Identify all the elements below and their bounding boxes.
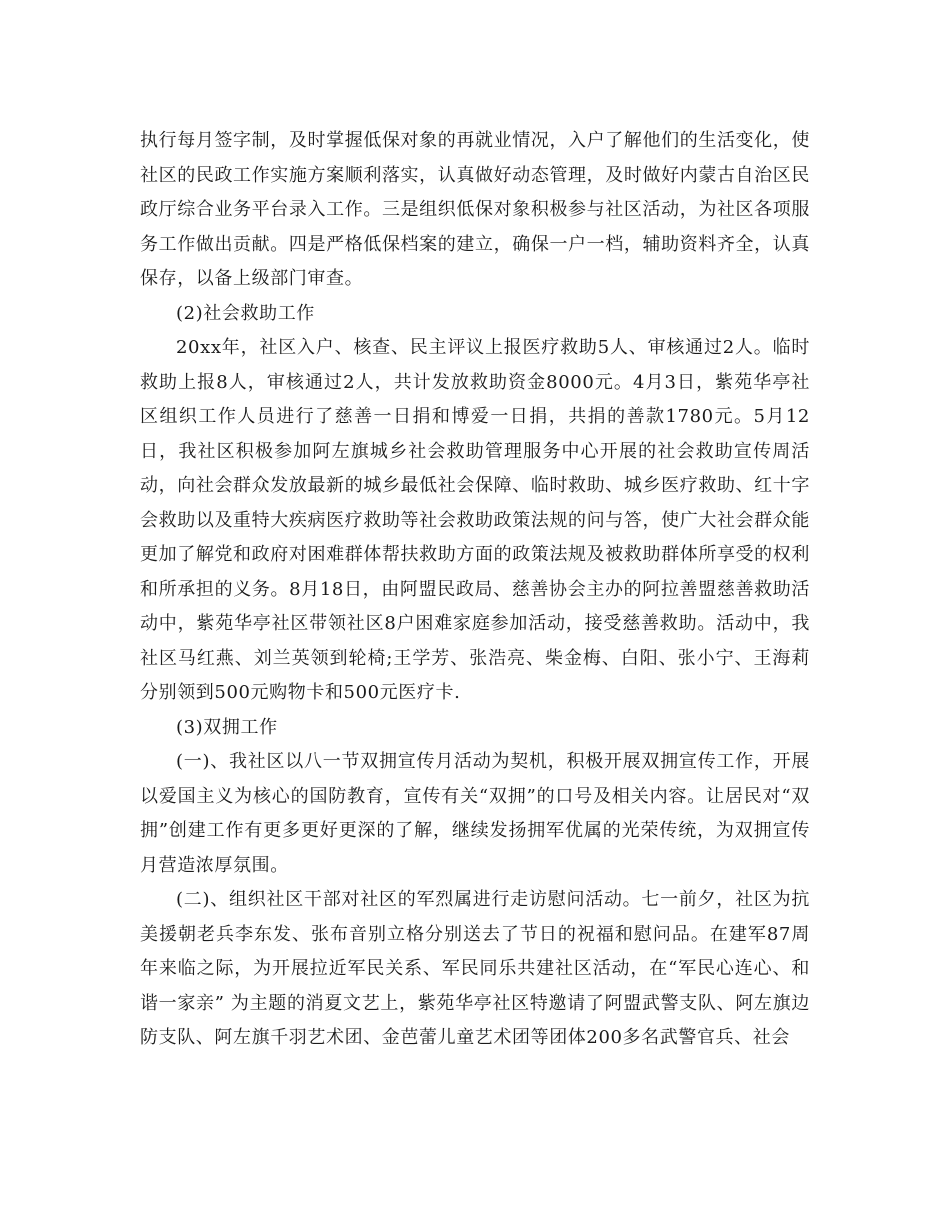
paragraph-dibao-continuation: 执行每月签字制，及时掌握低保对象的再就业情况，入户了解他们的生活变化，使社区的民政工作实施方案顺利落实，认真做好动态管理，及时做好内蒙古自治区民政厅综合业务平台录入工作。三是组织低保对象积极参与社区活动，为社区各项服务工作做出贡献。四是严格低保档案的建立，确保一户一档，辅助资料齐全，认真保存，以备上级部门审查。 xyxy=(140,130,810,289)
paragraph-social-assistance: 20xx年，社区入户、核查、民主评议上报医疗救助5人、审核通过2人。临时救助上报8人，审核通过2人，共计发放救助资金8000元。4月3日，紫苑华亭社区组织工作人员进行了慈善一日捐和博爱一日捐，共捐的善款1780元。5月12日，我社区积极参加阿左旗城乡社会救助管理服务中心开展的社会救助宣传周活动，向社会群众发放最新的城乡最低社会保障、临时救助、城乡医疗救助、红十字会救助以及重特大疾病医疗救助等社会救助政策法规的问与答，使广大社会群众能更加了解党和政府对困难群体帮扶救助方面的政策法规及被救助群体所享受的权利和所承担的义务。8月18日，由阿盟民政局、慈善协会主办的阿拉善盟慈善救助活动中，紫苑华亭社区带领社区8户困难家庭参加活动，接受慈善救助。活动中，我社区马红燕、刘兰英领到轮椅;王学芳、张浩亮、柴金梅、白阳、张小宁、王海莉分别领到500元购物卡和500元医疗卡. xyxy=(140,337,810,703)
paragraph-shuangyong-1: (一)、我社区以八一节双拥宣传月活动为契机，积极开展双拥宣传工作，开展以爱国主义为核心的国防教育，宣传有关“双拥”的口号及相关内容。让居民对“双拥”创建工作有更多更好更深的了解，继续发扬拥军优属的光荣传统，为双拥宣传月营造浓厚氛围。 xyxy=(140,751,810,876)
paragraph-shuangyong-2: (二)、组织社区干部对社区的军烈属进行走访慰问活动。七一前夕，社区为抗美援朝老兵李东发、张布音别立格分别送去了节日的祝福和慰问品。在建军87周年来临之际，为开展拉近军民关系、军民同乐共建社区活动，在“军民心连心、和谐一家亲” 为主题的消夏文艺上，紫苑华亭社区特邀请了阿盟武警支队、阿左旗边防支队、阿左旗千羽艺术团、金芭蕾儿童艺术团等团体200多名武警官兵、社会 xyxy=(140,889,810,1048)
section-heading-social-assistance: (2)社会救助工作 xyxy=(176,302,315,324)
section-heading-shuangyong: (3)双拥工作 xyxy=(176,716,278,738)
